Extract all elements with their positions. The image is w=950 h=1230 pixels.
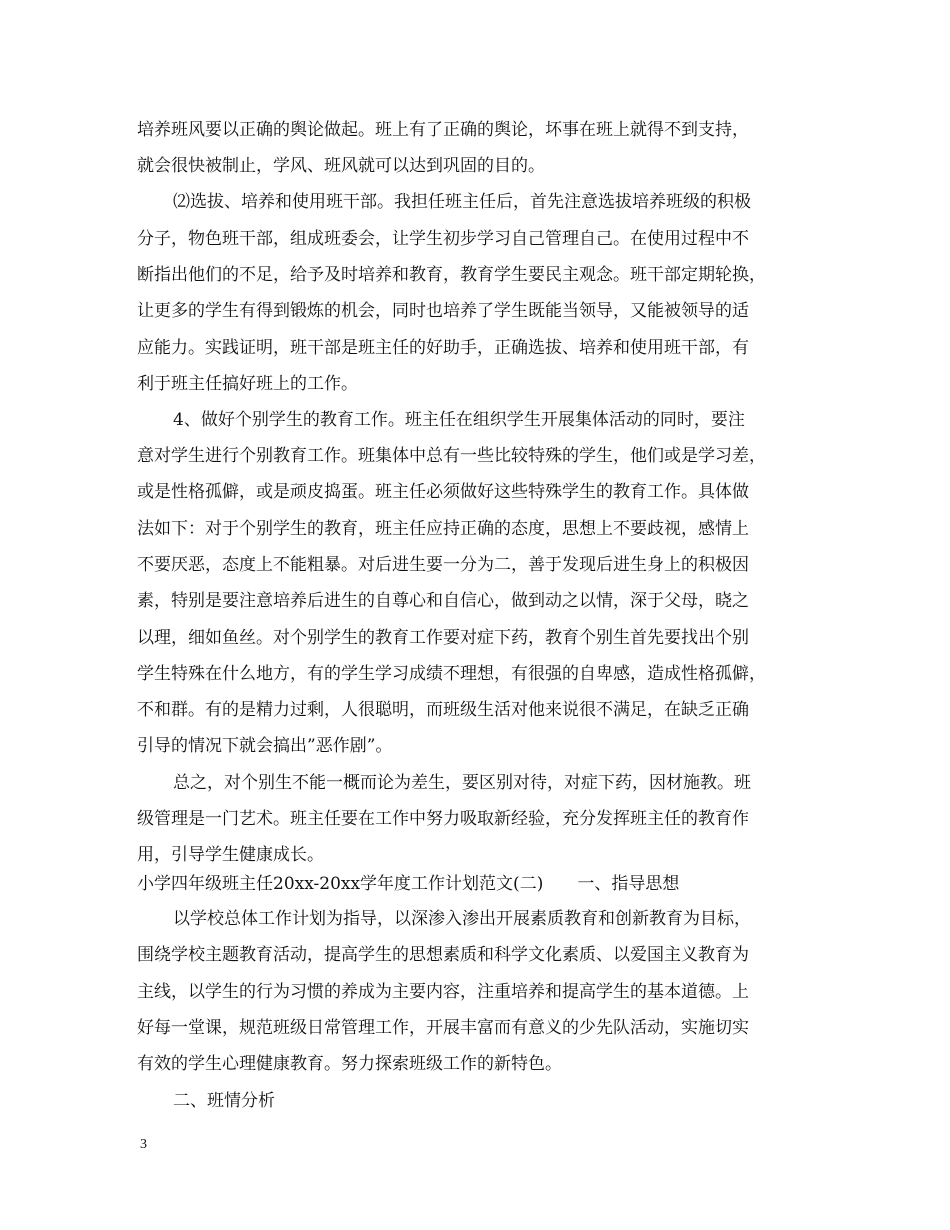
- text-line: 或是性格孤僻，或是顽皮捣蛋。班主任必须做好这些特殊学生的教育工作。具体做: [137, 482, 749, 502]
- text-line: 有效的学生心理健康教育。努力探索班级工作的新特色。: [137, 1054, 562, 1074]
- text-line: 让更多的学生有得到锻炼的机会，同时也培养了学生既能当领导，又能被领导的适: [137, 301, 749, 321]
- text-line: 引导的情况下就会搞出”恶作剧”。: [137, 736, 393, 756]
- section-heading: 小学四年级班主任20xx-20xx学年度工作计划范文(二) 一、指导思想: [137, 874, 680, 894]
- text-line: 围绕学校主题教育活动，提高学生的思想素质和科学文化素质、以爱国主义教育为: [137, 945, 749, 965]
- text-line: 总之，对个别生不能一概而论为差生，要区别对待，对症下药，因材施教。班: [173, 773, 751, 793]
- text-line: 主线，以学生的行为习惯的养成为主要内容，注重培养和提高学生的基本道德。上: [137, 982, 749, 1002]
- text-line: 以理，细如鱼丝。对个别学生的教育工作要对症下药，教育个别生首先要找出个别: [137, 628, 749, 648]
- text-line: 素，特别是要注意培养后进生的自尊心和自信心，做到动之以情，深于父母，晓之: [137, 591, 749, 611]
- text-line: 断指出他们的不足，给予及时培养和教育，教育学生要民主观念。班干部定期轮换，: [137, 265, 766, 285]
- section-heading: 二、班情分析: [173, 1091, 275, 1111]
- text-line: 利于班主任搞好班上的工作。: [137, 374, 358, 394]
- text-line: 以学校总体工作计划为指导，以深渗入渗出开展素质教育和创新教育为目标，: [173, 909, 751, 929]
- text-line: 法如下：对于个别学生的教育，班主任应持正确的态度，思想上不要歧视，感情上: [137, 519, 749, 539]
- text-line: 4、做好个别学生的教育工作。班主任在组织学生开展集体活动的同时，要注: [173, 410, 745, 430]
- text-line: 应能力。实践证明，班干部是班主任的好助手，正确选拔、培养和使用班干部，有: [137, 338, 749, 358]
- text-line: ⑵选拔、培养和使用班干部。我担任班主任后，首先注意选拔培养班级的积极: [173, 192, 751, 212]
- text-line: 好每一堂课，规范班级日常管理工作，开展丰富而有意义的少先队活动，实施切实: [137, 1018, 749, 1038]
- text-line: 不要厌恶，态度上不能粗暴。对后进生要一分为二，善于发现后进生身上的积极因: [137, 555, 749, 575]
- text-line: 不和群。有的是精力过剩，人很聪明，而班级生活对他来说很不满足，在缺乏正确: [137, 700, 749, 720]
- text-line: 培养班风要以正确的舆论做起。班上有了正确的舆论，坏事在班上就得不到支持，: [137, 120, 749, 140]
- text-line: 用，引导学生健康成长。: [137, 845, 324, 865]
- text-line: 学生特殊在什么地方，有的学生学习成绩不理想，有很强的自卑感，造成性格孤僻，: [137, 664, 766, 684]
- text-line: 级管理是一门艺术。班主任要在工作中努力吸取新经验，充分发挥班主任的教育作: [137, 809, 749, 829]
- page-number: 3: [140, 1137, 147, 1152]
- text-line: 分子，物色班干部，组成班委会，让学生初步学习自己管理自己。在使用过程中不: [137, 229, 749, 249]
- text-line: 意对学生进行个别教育工作。班集体中总有一些比较特殊的学生，他们或是学习差，: [137, 446, 766, 466]
- text-line: 就会很快被制止，学风、班风就可以达到巩固的目的。: [137, 156, 545, 176]
